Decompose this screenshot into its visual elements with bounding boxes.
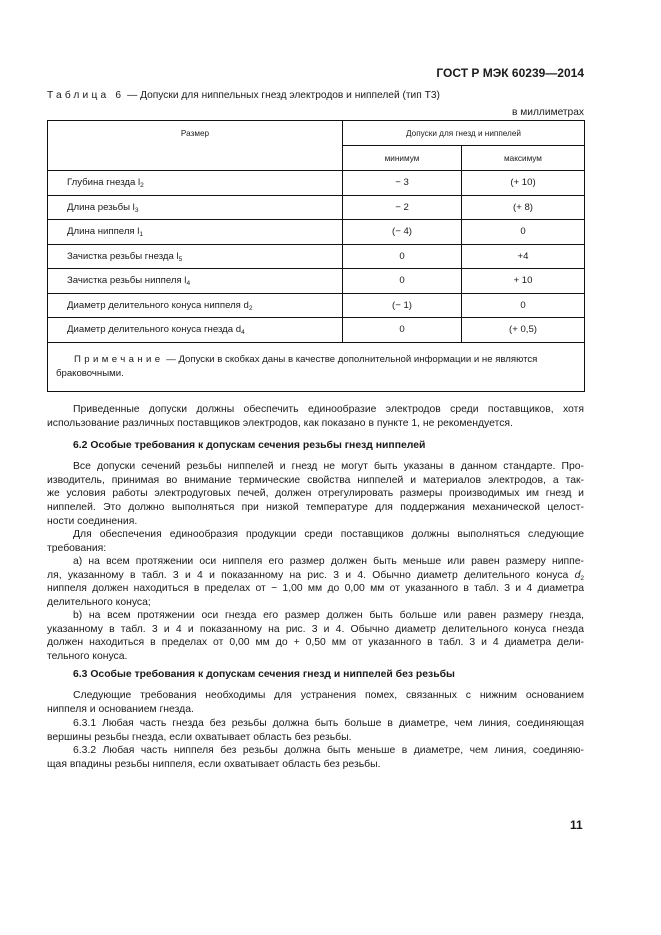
paragraph-requirements-intro xyxy=(47,528,584,555)
text-line: указанному в табл. 3 и 4 и показанному на рис. 3 и 4. Обычно диаметр делительного конуса гнезда xyxy=(47,623,584,635)
paragraph-item-b xyxy=(47,609,584,664)
col-header-size: Размер xyxy=(48,121,343,146)
col-header-min: минимум xyxy=(343,146,462,171)
row-label: Длина резьбы $l_3$ xyxy=(48,195,343,220)
table-row xyxy=(48,269,585,294)
row-max: (+ 10) xyxy=(462,171,585,196)
text-line: тельного конуса. xyxy=(47,650,128,662)
row-min: 0 xyxy=(343,269,462,294)
paragraph-6-3-1 xyxy=(47,717,584,744)
text-line: 6.3.2 Любая часть ниппеля без резьбы должна быть меньше в диаметре, чем линия, соединяю- xyxy=(73,745,584,756)
table-row xyxy=(48,195,585,220)
text-line: Для обеспечения единообразия продукции среди поставщиков должны выполняться следующие xyxy=(73,529,584,540)
row-min: 0 xyxy=(343,244,462,269)
paragraph-6-2-intro xyxy=(47,460,584,528)
paragraph-6-3-2 xyxy=(47,744,584,771)
text-line: Все допуски сечений резьбы ниппелей и гнезд не могут быть указаны в данном стандарте. Про- xyxy=(73,461,584,472)
row-label: Длина ниппеля $l_1$ xyxy=(48,220,343,245)
row-max: (+ 8) xyxy=(462,195,585,220)
text-line: ниппелей. Это должно выполняться при низкой температуре для поддержания механической целост- xyxy=(47,501,584,513)
table-caption-text: — Допуски для ниппельных гнезд электродов и ниппелей (тип Т3) xyxy=(124,90,440,101)
col-header-tolerances: Допуски для гнезд и ниппелей xyxy=(343,121,585,146)
table-row xyxy=(48,220,585,245)
note-text: — Допуски в скобках даны в качестве дополнительной информации и не являются xyxy=(163,353,538,365)
note-prefix: Примечание xyxy=(74,353,164,365)
table-units: в миллиметрах xyxy=(512,107,584,118)
paragraph-6-3-intro xyxy=(47,689,584,716)
table-caption-prefix: Таблица 6 xyxy=(47,90,125,101)
text-line: должен находиться в пределах от 0,00 мм до + 0,50 мм от указанного в табл. 3 и 4 диаметра дели- xyxy=(47,637,584,649)
col-header-max: максимум xyxy=(462,146,585,171)
text-line: вершины резьбы гнезда, если охватывает область без резьбы. xyxy=(47,731,352,743)
page-number: 11 xyxy=(570,818,583,832)
table-caption xyxy=(47,90,440,101)
table-note xyxy=(48,342,585,391)
row-label: Глубина гнезда $l_2$ xyxy=(48,171,343,196)
text-line: Приведенные допуски должны обеспечить единообразие электродов среди поставщиков, хотя xyxy=(73,404,584,415)
text-line: ниппеля должен находиться в пределах от − 1,00 мм до 0,00 мм от указанного в табл. 3 и 4 диаметра xyxy=(47,583,584,595)
paragraph-item-a xyxy=(47,555,584,610)
row-label: Зачистка резьбы гнезда $l_5$ xyxy=(48,244,343,269)
row-max: 0 xyxy=(462,220,585,245)
text-line: ля, указанному в табл. 3 и 4 и показанному на рис. 3 и 4. Обычно диаметр делительного конуса $d_2$ xyxy=(47,569,584,582)
row-min: 0 xyxy=(343,318,462,343)
text-line: ниппеля и основанием гнезда. xyxy=(47,703,194,715)
paragraph-tolerances-note xyxy=(47,403,584,430)
row-max: (+ 0,5) xyxy=(462,318,585,343)
row-min: (− 4) xyxy=(343,220,462,245)
text-line: b) на всем протяжении оси гнезда его размер должен быть больше или равен размеру гнезда, xyxy=(73,610,584,621)
text-line: же условия работы электродуговых печей, должен отрегулировать размеры производимых им гнезд и xyxy=(47,488,584,500)
text-line: а) на всем протяжении оси ниппеля его размер должен быть меньше или равен размеру ниппе- xyxy=(73,556,584,567)
row-label: Зачистка резьбы ниппеля $l_4$ xyxy=(48,269,343,294)
text-line: использование различных поставщиков электродов, как показано в пункте 1, не рекомендуется. xyxy=(47,417,513,429)
text-line: делительного конуса; xyxy=(47,596,151,608)
row-min: − 3 xyxy=(343,171,462,196)
row-max: 0 xyxy=(462,293,585,318)
row-label: Диаметр делительного конуса ниппеля $d_2$ xyxy=(48,293,343,318)
row-min: (− 1) xyxy=(343,293,462,318)
text-line: изводитель, принимая во внимание термические свойства ниппелей и материалов электродов, а так- xyxy=(47,474,584,486)
table-row xyxy=(48,244,585,269)
text-line: ности соединения. xyxy=(47,515,138,527)
row-max: +4 xyxy=(462,244,585,269)
text-line: Следующие требования необходимы для устранения помех, связанных с нижним основанием xyxy=(73,690,584,701)
tolerance-table xyxy=(47,120,585,392)
section-heading-6-2: 6.2 Особые требования к допускам сечения резьбы гнезд ниппелей xyxy=(73,440,426,451)
section-heading-6-3: 6.3 Особые требования к допускам сечения гнезд и ниппелей без резьбы xyxy=(73,669,455,680)
table-row xyxy=(48,293,585,318)
row-label: Диаметр делительного конуса гнезда $d_4$ xyxy=(48,318,343,343)
text-line: 6.3.1 Любая часть гнезда без резьбы должна быть больше в диаметре, чем линия, соединяющая xyxy=(73,718,584,729)
row-max: + 10 xyxy=(462,269,585,294)
text-line: требования: xyxy=(47,542,107,554)
table-row xyxy=(48,171,585,196)
row-min: − 2 xyxy=(343,195,462,220)
table-row xyxy=(48,318,585,343)
document-header: ГОСТ Р МЭК 60239—2014 xyxy=(436,66,584,80)
text-line: щая впадины резьбы ниппеля, если охватывает область без резьбы. xyxy=(47,758,381,770)
note-text-cont: браковочными. xyxy=(56,367,124,379)
